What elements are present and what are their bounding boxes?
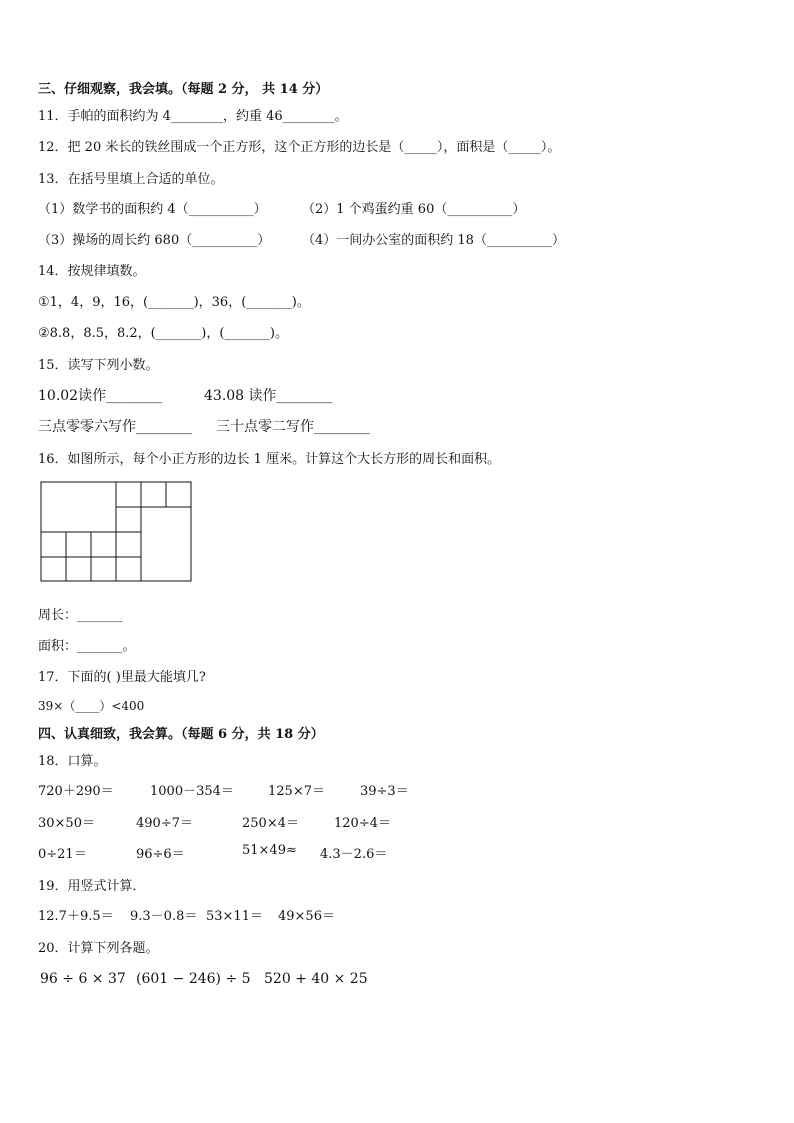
- q15-read-1: 10.02读作________: [38, 388, 163, 404]
- q13-stem: 13．在括号里填上合适的单位。: [38, 172, 224, 187]
- q12: 12．把 20 米长的铁丝围成一个正方形，这个正方形的边长是（_____），面积是（_____）。: [38, 140, 561, 155]
- q18-item: 4.3－2.6＝: [320, 847, 388, 862]
- q15-stem: 15．读写下列小数。: [38, 358, 159, 373]
- q19-item: 12.7＋9.5＝: [38, 909, 114, 924]
- q18-item: 39÷3＝: [360, 784, 409, 799]
- section4-heading: 四、认真细致，我会算。（每题 6 分，共 18 分）: [38, 727, 324, 742]
- q15-write-1: 三点零零六写作________: [38, 419, 192, 435]
- q14-sequence-1: ①1，4，9，16，(_______)，36，(_______)。: [38, 295, 310, 310]
- q18-item: 120÷4＝: [334, 816, 391, 831]
- q14-stem: 14．按规律填数。: [38, 264, 146, 279]
- rectangle-grid-figure: [40, 481, 192, 582]
- q18-item: 51×49≈: [242, 843, 297, 858]
- q16-area: 面积：_______。: [38, 639, 136, 654]
- q17-stem: 17．下面的( )里最大能填几?: [38, 670, 206, 685]
- q18-item: 125×7＝: [268, 784, 325, 799]
- q16-stem: 16．如图所示，每个小正方形的边长 1 厘米。计算这个大长方形的周长和面积。: [38, 452, 501, 467]
- q18-item: 1000－354＝: [150, 784, 234, 799]
- section3-heading: 三、仔细观察，我会填。（每题 2 分， 共 14 分）: [38, 82, 329, 97]
- q13-item-2: （2）1 个鸡蛋约重 60（__________）: [302, 202, 526, 217]
- q18-item: 30×50＝: [38, 816, 95, 831]
- q11: 11．手帕的面积约为 4________，约重 46________。: [38, 109, 348, 124]
- q16-perimeter: 周长：_______: [38, 608, 123, 623]
- q18-item: 490÷7＝: [136, 816, 193, 831]
- q18-item: 250×4＝: [242, 816, 299, 831]
- q20-item: 96 ÷ 6 × 37: [40, 971, 126, 987]
- q14-sequence-2: ②8.8，8.5，8.2，(_______)，(_______)。: [38, 326, 288, 341]
- q15-read-2: 43.08 读作________: [204, 388, 333, 404]
- q20-stem: 20．计算下列各题。: [38, 941, 159, 956]
- grid-diagram: [40, 481, 192, 582]
- q15-write-2: 三十点零二写作________: [216, 419, 370, 435]
- q19-item: 53×11＝: [206, 909, 263, 924]
- q13-item-3: （3）操场的周长约 680（__________）: [38, 233, 271, 248]
- q20-item: (601 − 246) ÷ 5: [136, 971, 251, 987]
- q18-stem: 18．口算。: [38, 754, 107, 769]
- q17-expression: 39×（____）<400: [38, 699, 145, 713]
- q19-item: 49×56＝: [278, 909, 335, 924]
- q18-item: 720＋290＝: [38, 784, 114, 799]
- q19-stem: 19．用竖式计算．: [38, 879, 146, 894]
- q13-item-1: （1）数学书的面积约 4（__________）: [38, 202, 267, 217]
- q19-item: 9.3－0.8＝: [130, 909, 198, 924]
- q18-item: 96÷6＝: [136, 847, 185, 862]
- q13-item-4: （4）一间办公室的面积约 18（__________）: [302, 233, 565, 248]
- q18-item: 0÷21＝: [38, 847, 87, 862]
- q20-item: 520 + 40 × 25: [264, 971, 368, 987]
